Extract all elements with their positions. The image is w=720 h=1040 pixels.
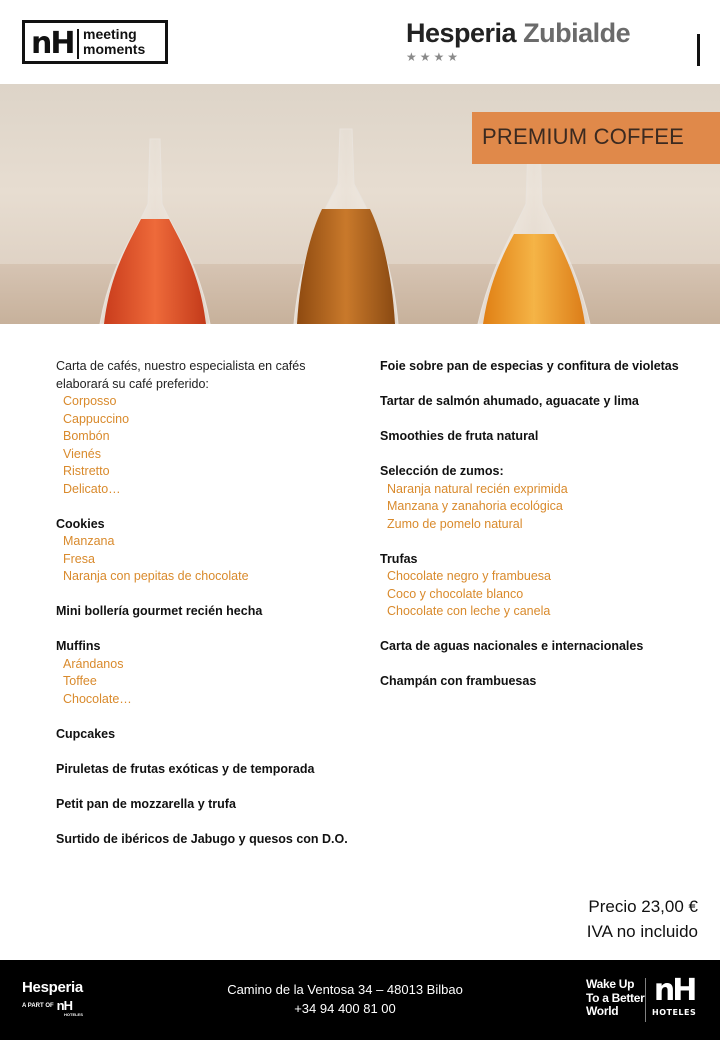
muffins-title: Muffins bbox=[56, 639, 101, 653]
footer bbox=[0, 960, 720, 1040]
premium-coffee-banner bbox=[472, 112, 720, 164]
coffee-intro bbox=[56, 358, 366, 393]
price-tax-note: IVA no incluido bbox=[586, 922, 698, 941]
tartar-item: Tartar de salmón ahumado, aguacate y lima bbox=[380, 394, 639, 408]
footer-nh-letters: nH bbox=[653, 973, 695, 1008]
nh-meeting-moments-logo bbox=[22, 20, 168, 74]
bottle-amber bbox=[294, 129, 398, 324]
cookies-title: Cookies bbox=[56, 516, 105, 531]
menu-right-column bbox=[380, 358, 710, 691]
list-item: Coco y chocolate blanco bbox=[387, 586, 524, 601]
nh-logo-box bbox=[22, 20, 168, 64]
header bbox=[0, 0, 720, 84]
spacer bbox=[56, 708, 366, 726]
list-item: Delicato… bbox=[63, 481, 121, 496]
nh-logo-line2: moments bbox=[83, 41, 146, 57]
foie-item: Foie sobre pan de especias y confitura de violetas bbox=[380, 359, 679, 373]
bottle-orange bbox=[478, 144, 590, 324]
list-item: Cappuccino bbox=[63, 411, 130, 426]
champan-item: Champán con frambuesas bbox=[380, 674, 537, 688]
footer-phone: +34 94 400 81 00 bbox=[294, 1001, 396, 1016]
spacer bbox=[56, 743, 366, 761]
spacer bbox=[56, 813, 366, 831]
list-item: Chocolate… bbox=[63, 691, 132, 706]
footer-slogan-line3: World bbox=[586, 1004, 619, 1018]
nh-logo-text bbox=[83, 27, 145, 57]
premium-coffee-title: PREMIUM COFFEE bbox=[482, 124, 685, 149]
bottle-red bbox=[100, 139, 210, 324]
menu-left-column bbox=[56, 358, 366, 848]
list-item: Ristretto bbox=[63, 464, 110, 478]
list-item: Zumo de pomelo natural bbox=[387, 516, 523, 531]
coffee-intro-line2: elaborará su café preferido: bbox=[56, 376, 209, 391]
spacer bbox=[380, 376, 710, 394]
spacer bbox=[56, 586, 366, 604]
footer-slogan-line1: Wake Up bbox=[586, 977, 635, 991]
footer-nh-hoteles: HOTELES bbox=[652, 1008, 697, 1017]
hotel-name-word2: Zubialde bbox=[523, 18, 631, 48]
footer-hesperia-logo bbox=[22, 980, 83, 1017]
footer-address: Camino de la Ventosa 34 – 48013 Bilbao bbox=[227, 982, 463, 997]
piruletas-item: Piruletas de frutas exóticas y de temporada bbox=[56, 761, 315, 776]
cupcakes-item: Cupcakes bbox=[56, 726, 116, 741]
footer-part-of bbox=[22, 1000, 83, 1012]
footer-part-of-text: A PART OF bbox=[22, 1003, 54, 1009]
hotel-name-word1: Hesperia bbox=[406, 18, 517, 48]
bolleria-item: Mini bollería gourmet recién hecha bbox=[56, 604, 263, 618]
list-item: Manzana bbox=[63, 534, 115, 548]
spacer bbox=[56, 498, 366, 516]
spacer bbox=[56, 778, 366, 796]
spacer bbox=[380, 411, 710, 429]
nh-logo-letters: nH bbox=[31, 26, 74, 61]
list-item: Naranja con pepitas de chocolate bbox=[63, 569, 249, 583]
spacer bbox=[380, 446, 710, 464]
list-item: Fresa bbox=[63, 551, 95, 566]
footer-part-of-nh: nH bbox=[56, 998, 73, 1013]
spacer bbox=[380, 621, 710, 639]
list-item: Chocolate negro y frambuesa bbox=[387, 569, 551, 583]
list-item: Vienés bbox=[63, 446, 101, 461]
smoothies-item: Smoothies de fruta natural bbox=[380, 429, 539, 443]
nh-logo-divider bbox=[77, 29, 79, 59]
surtido-item: Surtido de ibéricos de Jabugo y quesos con D.O. bbox=[56, 831, 348, 846]
hotel-stars: ★★★★ bbox=[406, 50, 462, 64]
spacer bbox=[380, 656, 710, 674]
list-item: Corposso bbox=[63, 394, 117, 408]
list-item: Chocolate con leche y canela bbox=[387, 604, 551, 618]
coffee-list bbox=[56, 393, 366, 498]
footer-separator bbox=[645, 978, 646, 1022]
footer-contact bbox=[180, 980, 510, 1018]
hotel-name bbox=[406, 18, 706, 48]
spacer bbox=[56, 621, 366, 639]
footer-part-of-small: HOTELES bbox=[64, 1012, 83, 1017]
coffee-intro-line1: Carta de cafés, nuestro especialista en cafés bbox=[56, 359, 306, 373]
list-item: Manzana y zanahoria ecológica bbox=[387, 499, 563, 513]
footer-nh-logo bbox=[652, 974, 696, 1018]
price-value: Precio 23,00 € bbox=[588, 897, 698, 916]
price-block bbox=[587, 894, 698, 944]
footer-slogan-line2: To a Better bbox=[586, 990, 645, 1005]
zumos-title: Selección de zumos: bbox=[380, 464, 504, 478]
nh-logo-line1: meeting bbox=[83, 26, 137, 42]
list-item: Bombón bbox=[63, 429, 110, 443]
list-item: Naranja natural recién exprimida bbox=[387, 481, 568, 496]
spacer bbox=[380, 533, 710, 551]
list-item: Toffee bbox=[63, 674, 97, 688]
hero-image bbox=[0, 84, 720, 324]
hotel-logo-bar bbox=[697, 34, 700, 66]
petit-pan-item: Petit pan de mozzarella y trufa bbox=[56, 796, 236, 811]
footer-slogan bbox=[586, 978, 645, 1019]
trufas-title: Trufas bbox=[380, 551, 418, 566]
hesperia-zubialde-logo bbox=[406, 18, 706, 68]
aguas-item: Carta de aguas nacionales e internacionales bbox=[380, 639, 644, 653]
list-item: Arándanos bbox=[63, 656, 124, 671]
footer-hesperia-name: Hesperia bbox=[22, 979, 83, 996]
